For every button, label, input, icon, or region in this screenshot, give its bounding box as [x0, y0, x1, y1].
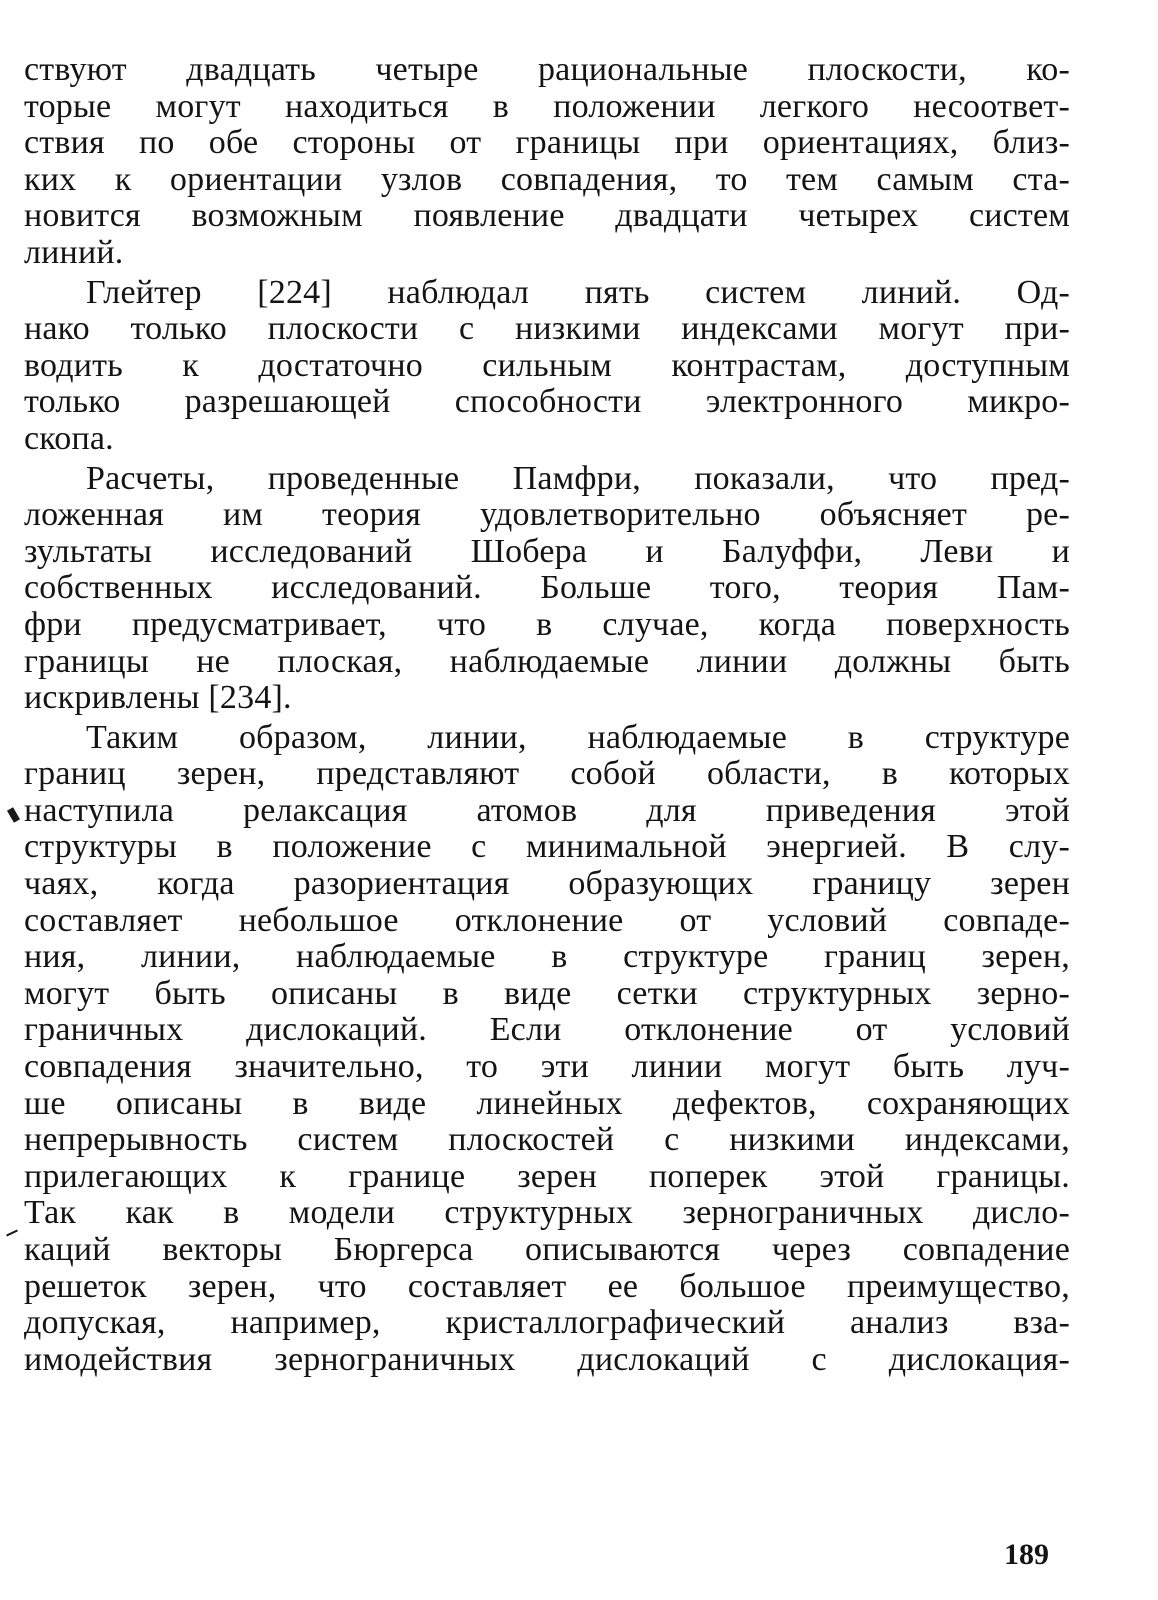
text-line: Расчеты, проведенные Памфри, показали, что пред-: [86, 459, 1070, 497]
text-line: структуры в положение с минимальной энергией. В слу-: [24, 828, 1070, 866]
text-line: ния, линии, наблюдаемые в структуре границ зерен,: [24, 938, 1070, 976]
text-line: линий.: [24, 233, 124, 271]
text-line: наступила релаксация атомов для приведения этой: [24, 791, 1070, 829]
text-line: нако только плоскости с низкими индексами могут при-: [24, 310, 1070, 348]
text-line: границ зерен, представляют собой области, в которых: [24, 755, 1070, 793]
text-line: каций векторы Бюргерса описываются через совпадение: [24, 1231, 1070, 1268]
text-line: ствуют двадцать четыре рациональные плоскости, ко-: [24, 51, 1070, 88]
text-line: прилегающих к границе зерен поперек этой границы.: [24, 1157, 1070, 1195]
text-line: Так как в модели структурных зернограничных дисло-: [24, 1194, 1070, 1232]
text-line: совпадения значительно, то эти линии могут быть луч-: [24, 1048, 1070, 1086]
text-line: допуская, например, кристаллографический анализ вза-: [24, 1304, 1070, 1342]
text-line: ствия по обе стороны от границы при ориентациях, близ-: [24, 124, 1070, 162]
text-line: только разрешающей способности электронного микро-: [24, 383, 1070, 421]
scan-mark: [7, 807, 20, 823]
text-line: непрерывность систем плоскостей с низкими индексами,: [24, 1121, 1070, 1159]
text-line: ложенная им теория удовлетворительно объясняет ре-: [24, 496, 1070, 534]
text-line: решеток зерен, что составляет ее большое преимущество,: [24, 1267, 1070, 1305]
text-line: искривлены [234].: [24, 679, 292, 717]
text-line: торые могут находиться в положении легкого несоответ-: [24, 87, 1070, 125]
text-line: ких к ориентации узлов совпадения, то тем самым ста-: [24, 160, 1070, 198]
text-line: скопа.: [24, 419, 114, 457]
paragraph-3: [24, 461, 1070, 717]
text-line: имодействия зернограничных дислокаций с дислокация-: [24, 1340, 1070, 1378]
text-line: границы не плоская, наблюдаемые линии должны быть: [24, 642, 1070, 680]
text-line: могут быть описаны в виде сетки структурных зерно-: [24, 974, 1070, 1012]
paragraph-4: [24, 720, 1070, 1379]
text-line: новится возможным появление двадцати четырех систем: [24, 197, 1070, 235]
text-line: водить к достаточно сильным контрастам, доступным: [24, 346, 1070, 384]
page-body: [24, 52, 1070, 1381]
scan-mark: [6, 1230, 18, 1237]
paragraph-1: [24, 52, 1070, 272]
text-line: ше описаны в виде линейных дефектов, сохраняющих: [24, 1084, 1070, 1122]
page-number: 189: [1004, 1538, 1049, 1571]
text-line: составляет небольшое отклонение от условий совпаде-: [24, 901, 1070, 939]
paragraph-2: [24, 275, 1070, 458]
text-line: зультаты исследований Шобера и Балуффи, Леви и: [24, 532, 1070, 570]
text-line: Глейтер [224] наблюдал пять систем линий. Од-: [86, 273, 1070, 311]
text-line: Таким образом, линии, наблюдаемые в структуре: [86, 718, 1070, 756]
text-line: чаях, когда разориентация образующих границу зерен: [24, 865, 1070, 903]
text-line: граничных дислокаций. Если отклонение от условий: [24, 1011, 1070, 1049]
text-line: собственных исследований. Больше того, теория Пам-: [24, 569, 1070, 607]
text-line: фри предусматривает, что в случае, когда поверхность: [24, 605, 1070, 643]
